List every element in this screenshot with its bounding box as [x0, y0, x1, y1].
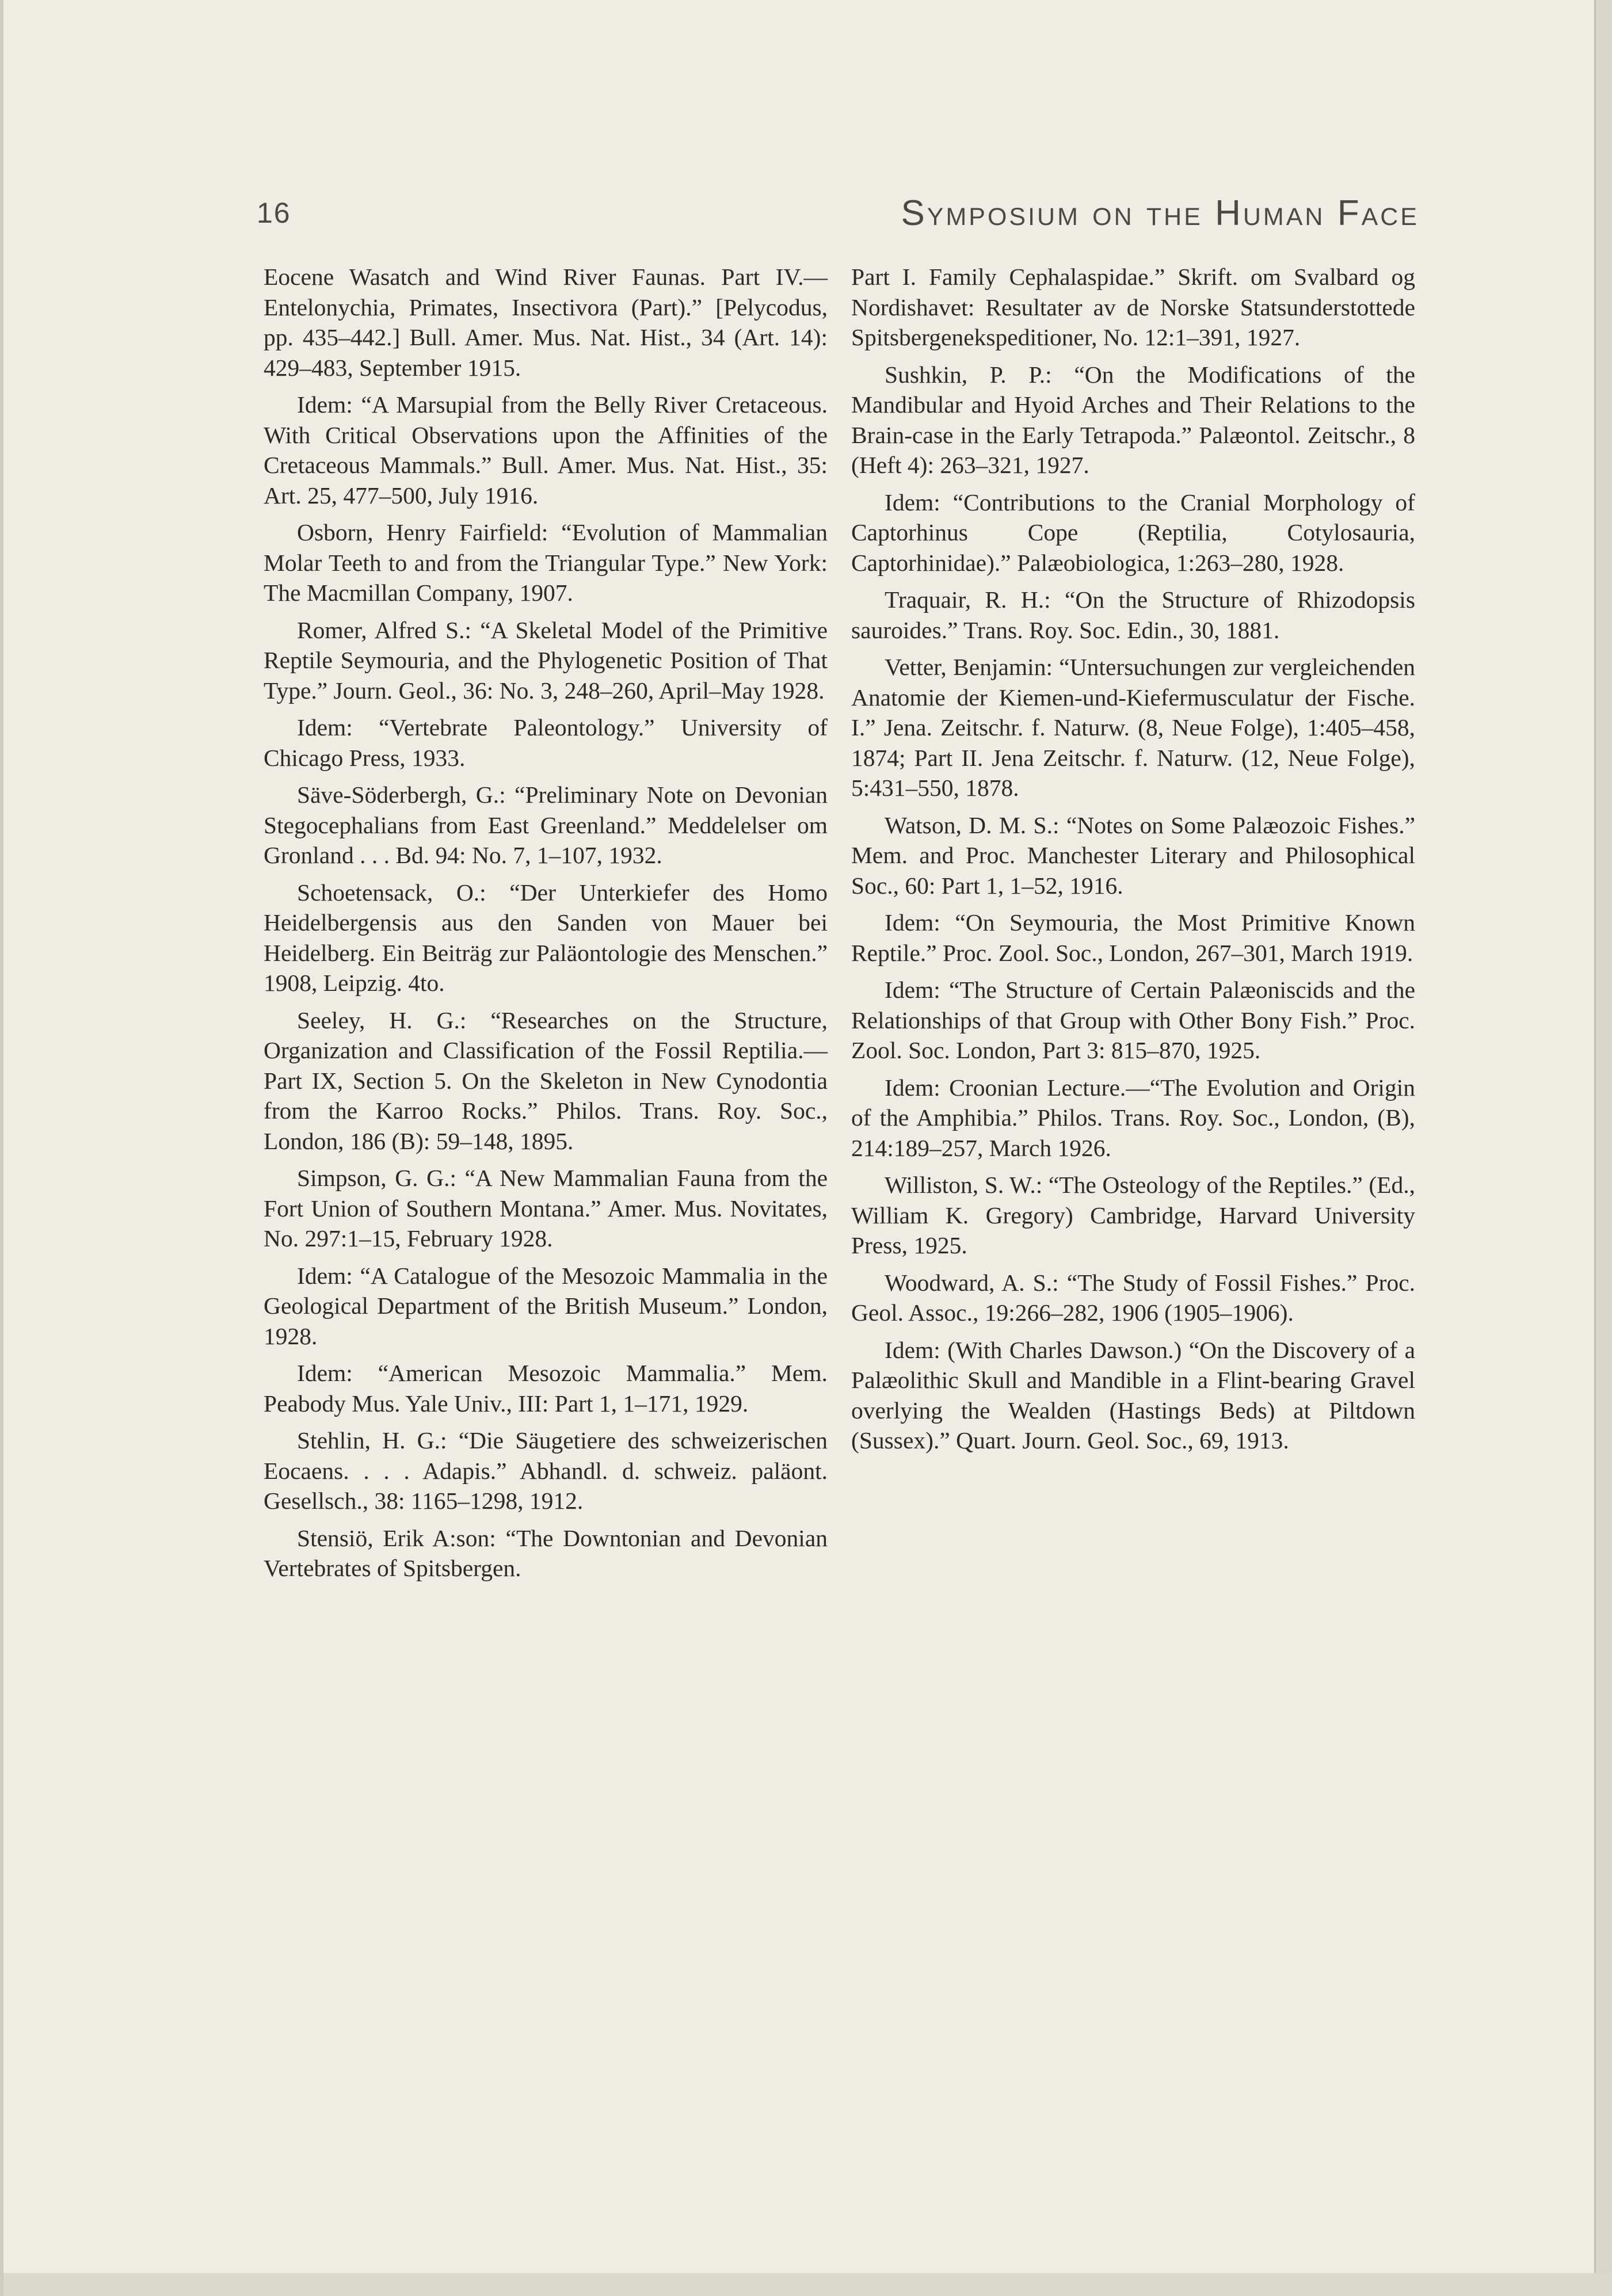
- reference-text: Säve-Söderbergh, G.: “Preliminary Note on Devonian Stegocephalians from East Greenland.” Meddelelser om Gronland . . . Bd. 94: No. 7, 1–107, 1932.: [264, 781, 828, 868]
- reference-text: Romer, Alfred S.: “A Skeletal Model of the Primitive Reptile Seymouria, and the Phylogenetic Position of That Type.” Journ. Geol., 36: No. 3, 248–260, April–May 1928.: [264, 616, 828, 704]
- reference-text: Williston, S. W.: “The Osteology of the Reptiles.” (Ed., William K. Gregory) Cambridge, Harvard University Press, 1925.: [851, 1172, 1415, 1258]
- reference-text: Traquair, R. H.: “On the Structure of Rhizodopsis sauroides.” Trans. Roy. Soc. Edin., 30, 1881.: [851, 586, 1415, 643]
- reference-text: Idem: “Vertebrate Paleontology.” University of Chicago Press, 1933.: [264, 714, 828, 771]
- right-column: [851, 262, 1415, 1463]
- reference-text: Eocene Wasatch and Wind River Faunas. Part IV.—Entelonychia, Primates, Insectivora (Part).” [Pelycodus, pp. 435–442.] Bull. Amer. Mus. Nat. Hist., 34 (Art. 14): 429–483, September 1915.: [264, 264, 828, 381]
- reference-text: Stensiö, Erik A:son: “The Downtonian and Devonian Vertebrates of Spitsbergen.: [264, 1524, 828, 1581]
- reference-entry: [851, 652, 1415, 803]
- reference-entry: [264, 1261, 828, 1352]
- reference-entry: [264, 878, 828, 998]
- reference-text: Idem: “Contributions to the Cranial Morphology of Captorhinus Cope (Reptilia, Cotylosauria, Captorhinidae).” Palæobiologica, 1:263–280, 1928.: [851, 489, 1415, 576]
- reference-text: Idem: “A Marsupial from the Belly River Cretaceous. With Critical Observations upon the Affinities of the Cretaceous Mammals.” Bull. Amer. Mus. Nat. Hist., 35: Art. 25, 477–500, July 1916.: [264, 391, 828, 509]
- page-edge-right: [1594, 0, 1612, 2296]
- reference-entry: [264, 615, 828, 706]
- reference-text: Woodward, A. S.: “The Study of Fossil Fishes.” Proc. Geol. Assoc., 19:266–282, 1906 (1905–1906).: [851, 1269, 1415, 1326]
- reference-text: Simpson, G. G.: “A New Mammalian Fauna from the Fort Union of Southern Montana.” Amer. Mus. Novitates, No. 297:1–15, February 1928.: [264, 1165, 828, 1252]
- reference-entry: [851, 1268, 1415, 1328]
- reference-entry: [851, 360, 1415, 480]
- reference-entry: [851, 1335, 1415, 1456]
- reference-text: Watson, D. M. S.: “Notes on Some Palæozoic Fishes.” Mem. and Proc. Manchester Literary and Philosophical Soc., 60: Part 1, 1–52, 1916.: [851, 811, 1415, 899]
- reference-entry: [264, 1163, 828, 1254]
- reference-entry: [264, 1358, 828, 1418]
- reference-text: Seeley, H. G.: “Researches on the Structure, Organization and Classification of the Fossil Reptilia.—Part IX, Section 5. On the Skeleton in New Cynodontia from the Karroo Rocks.” Philos. Trans. Roy. Soc., London, 186 (B): 59–148, 1895.: [264, 1006, 828, 1154]
- reference-text: Idem: “American Mesozoic Mammalia.” Mem. Peabody Mus. Yale Univ., III: Part 1, 1–171, 1929.: [264, 1360, 828, 1417]
- reference-entry: [851, 487, 1415, 578]
- reference-text: Idem: Croonian Lecture.—“The Evolution and Origin of the Amphibia.” Philos. Trans. Roy. Soc., London, (B), 214:189–257, March 1926.: [851, 1074, 1415, 1161]
- reference-entry: [264, 1005, 828, 1157]
- reference-entry: [851, 1073, 1415, 1164]
- reference-text: Idem: “On Seymouria, the Most Primitive Known Reptile.” Proc. Zool. Soc., London, 267–301, March 1919.: [851, 909, 1415, 966]
- reference-text: Schoetensack, O.: “Der Unterkiefer des Homo Heidelbergensis aus den Sanden von Mauer bei Heidelberg. Ein Beiträg zur Paläontologie des Menschen.” 1908, Leipzig. 4to.: [264, 879, 828, 996]
- reference-text: Sushkin, P. P.: “On the Modifications of the Mandibular and Hyoid Arches and Their Relations to the Brain-case in the Early Tetrapoda.” Palæontol. Zeitschr., 8 (Heft 4): 263–321, 1927.: [851, 361, 1415, 478]
- reference-entry: [851, 585, 1415, 645]
- reference-text: Idem: (With Charles Dawson.) “On the Discovery of a Palæolithic Skull and Mandible in a Flint-bearing Gravel overlying the Wealden (Hastings Beds) at Piltdown (Sussex).” Quart. Journ. Geol. Soc., 69, 1913.: [851, 1336, 1415, 1454]
- reference-entry: [851, 1170, 1415, 1261]
- reference-entry: [851, 907, 1415, 968]
- reference-text: Osborn, Henry Fairfield: “Evolution of Mammalian Molar Teeth to and from the Triangular Type.” New York: The Macmillan Company, 1907.: [264, 519, 828, 606]
- reference-entry: [851, 810, 1415, 901]
- reference-text: Stehlin, H. G.: “Die Säugetiere des schweizerischen Eocaens. . . . Adapis.” Abhandl. d. schweiz. paläont. Gesellsch., 38: 1165–1298, 1912.: [264, 1427, 828, 1514]
- reference-entry: [264, 712, 828, 773]
- left-column: [264, 262, 828, 1591]
- reference-entry: [264, 262, 828, 383]
- reference-text: Idem: “A Catalogue of the Mesozoic Mammalia in the Geological Department of the British Museum.” London, 1928.: [264, 1262, 828, 1349]
- reference-text: Vetter, Benjamin: “Untersuchungen zur vergleichenden Anatomie der Kiemen-und-Kiefermusculatur der Fische. I.” Jena. Zeitschr. f. Naturw. (8, Neue Folge), 1:405–458, 1874; Part II. Jena Zeitschr. f. Naturw. (12, Neue Folge), 5:431–550, 1878.: [851, 654, 1415, 801]
- reference-text: Part I. Family Cephalaspidae.” Skrift. om Svalbard og Nordishavet: Resultater av de Norske Statsunderstottede Spitsbergenekspeditioner, No. 12:1–391, 1927.: [851, 264, 1415, 350]
- page-edge-bottom: [3, 2273, 1612, 2296]
- reference-entry: [264, 1425, 828, 1516]
- reference-entry: [851, 975, 1415, 1066]
- page-number: 16: [257, 197, 291, 229]
- reference-text: Idem: “The Structure of Certain Palæoniscids and the Relationships of that Group with Other Bony Fish.” Proc. Zool. Soc. London, Part 3: 815–870, 1925.: [851, 977, 1415, 1063]
- running-title: Symposium on the Human Face: [901, 193, 1419, 233]
- reference-entry: [264, 1523, 828, 1584]
- reference-entry: [264, 390, 828, 510]
- reference-entry: [851, 262, 1415, 353]
- page-header: [257, 193, 1419, 239]
- reference-entry: [264, 517, 828, 608]
- reference-entry: [264, 780, 828, 871]
